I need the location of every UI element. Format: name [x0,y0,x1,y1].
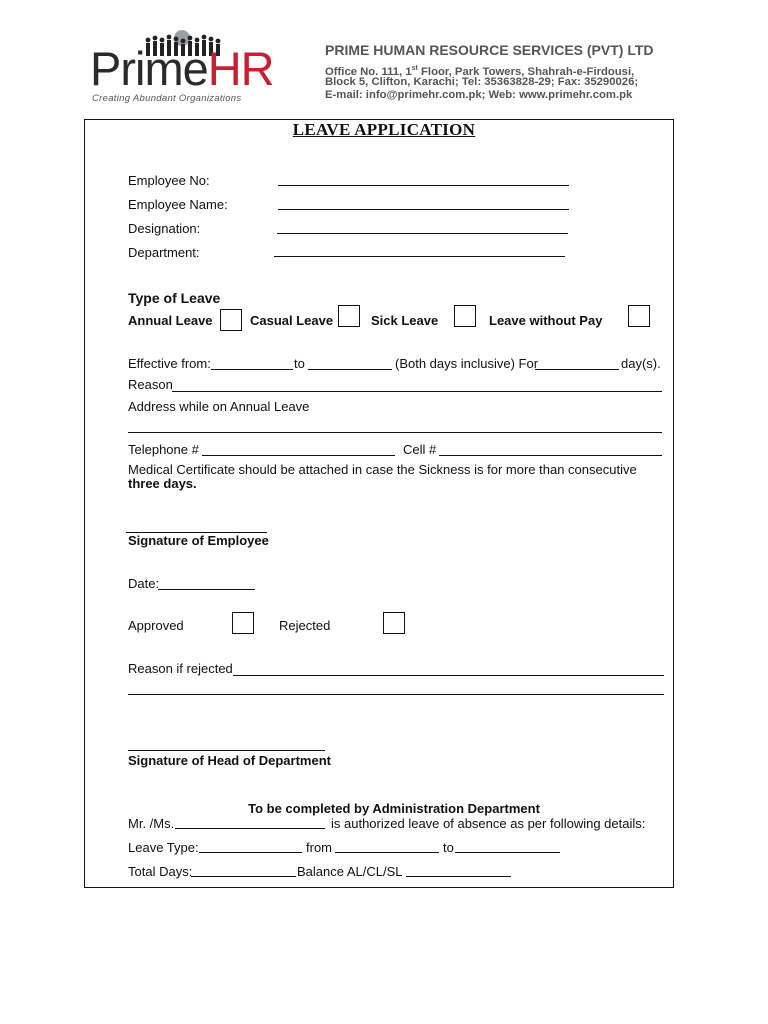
logo-tagline: Creating Abundant Organizations [92,93,242,104]
designation-label: Designation: [128,221,201,236]
rejected-checkbox[interactable] [383,612,405,634]
telephone-field[interactable] [202,455,395,456]
balance-field[interactable] [406,876,511,877]
leave-without-pay-label: Leave without Pay [489,313,603,328]
to-label: to [294,356,305,371]
total-days-label: Total Days: [128,864,193,879]
form-title: LEAVE APPLICATION [292,120,476,139]
address-line-3: E-mail: info@primehr.com.pk; Web: www.primehr.com.pk [325,89,633,101]
address-line-1: Office No. 111, 1st Floor, Park Towers, Shahrah-e-Firdousi, [325,65,635,78]
leave-to-field[interactable] [455,852,560,853]
days-label: day(s). [621,356,661,371]
days-count-field[interactable] [535,369,619,370]
logo-prime: Prime [90,42,208,95]
three-days-note: three days. [128,476,197,491]
mr-ms-field[interactable] [175,828,325,829]
logo-hr: HR [207,42,274,95]
address-line-2: Block 5, Clifton, Karachi; Tel: 35363828-29; Fax: 35290026; [325,76,639,88]
sick-leave-label: Sick Leave [371,313,439,328]
authorized-text: is authorized leave of absence as per following details: [331,816,646,831]
reason-rejected-field-2[interactable] [128,694,664,695]
department-label: Department: [128,245,200,260]
from-label: from [306,840,332,855]
annual-leave-checkbox[interactable] [220,309,242,331]
employee-no-label: Employee No: [128,173,210,188]
designation-field[interactable] [277,233,568,234]
signature-hod-label: Signature of Head of Department [128,753,331,768]
logo-wordmark [90,44,274,94]
leave-without-pay-checkbox[interactable] [628,305,650,327]
telephone-label: Telephone # [128,442,199,457]
date-label: Date: [128,576,160,591]
employee-name-field[interactable] [278,209,569,210]
effective-from-label: Effective from: [128,356,211,371]
hod-signature-field[interactable] [128,750,325,751]
employee-no-field[interactable] [278,185,569,186]
medical-note: Medical Certificate should be attached in case the Sickness is for more than consecutive [128,462,637,477]
rejected-label: Rejected [279,618,331,633]
type-of-leave-heading: Type of Leave [128,290,221,306]
reason-label: Reason [128,377,173,392]
leave-from-field[interactable] [335,852,439,853]
address-annual-field[interactable] [128,432,662,433]
approved-checkbox[interactable] [232,612,254,634]
signature-employee-label: Signature of Employee [128,533,269,548]
address-annual-label: Address while on Annual Leave [128,399,310,414]
casual-leave-label: Casual Leave [250,313,334,328]
leave-type-label: Leave Type: [128,840,199,855]
leave-type-field[interactable] [199,852,302,853]
sick-leave-checkbox[interactable] [454,305,476,327]
total-days-field[interactable] [191,876,296,877]
cell-field[interactable] [439,455,662,456]
to-label-2: to [443,840,454,855]
both-days-label: (Both days inclusive) For [395,356,539,371]
reason-rejected-label: Reason if rejected [128,661,233,676]
company-name: PRIME HUMAN RESOURCE SERVICES (PVT) LTD [325,42,654,58]
reason-rejected-field[interactable] [233,675,664,676]
cell-label: Cell # [403,442,437,457]
approved-label: Approved [128,618,184,633]
employee-name-label: Employee Name: [128,197,228,212]
casual-leave-checkbox[interactable] [338,305,360,327]
effective-to-field[interactable] [308,369,392,370]
balance-label: Balance AL/CL/SL [297,864,403,879]
effective-from-field[interactable] [211,369,293,370]
admin-heading: To be completed by Administration Department [248,801,540,816]
mr-ms-label: Mr. /Ms. [128,816,175,831]
date-field[interactable] [158,589,255,590]
department-field[interactable] [274,256,565,257]
reason-field[interactable] [172,391,662,392]
annual-leave-label: Annual Leave [128,313,213,328]
